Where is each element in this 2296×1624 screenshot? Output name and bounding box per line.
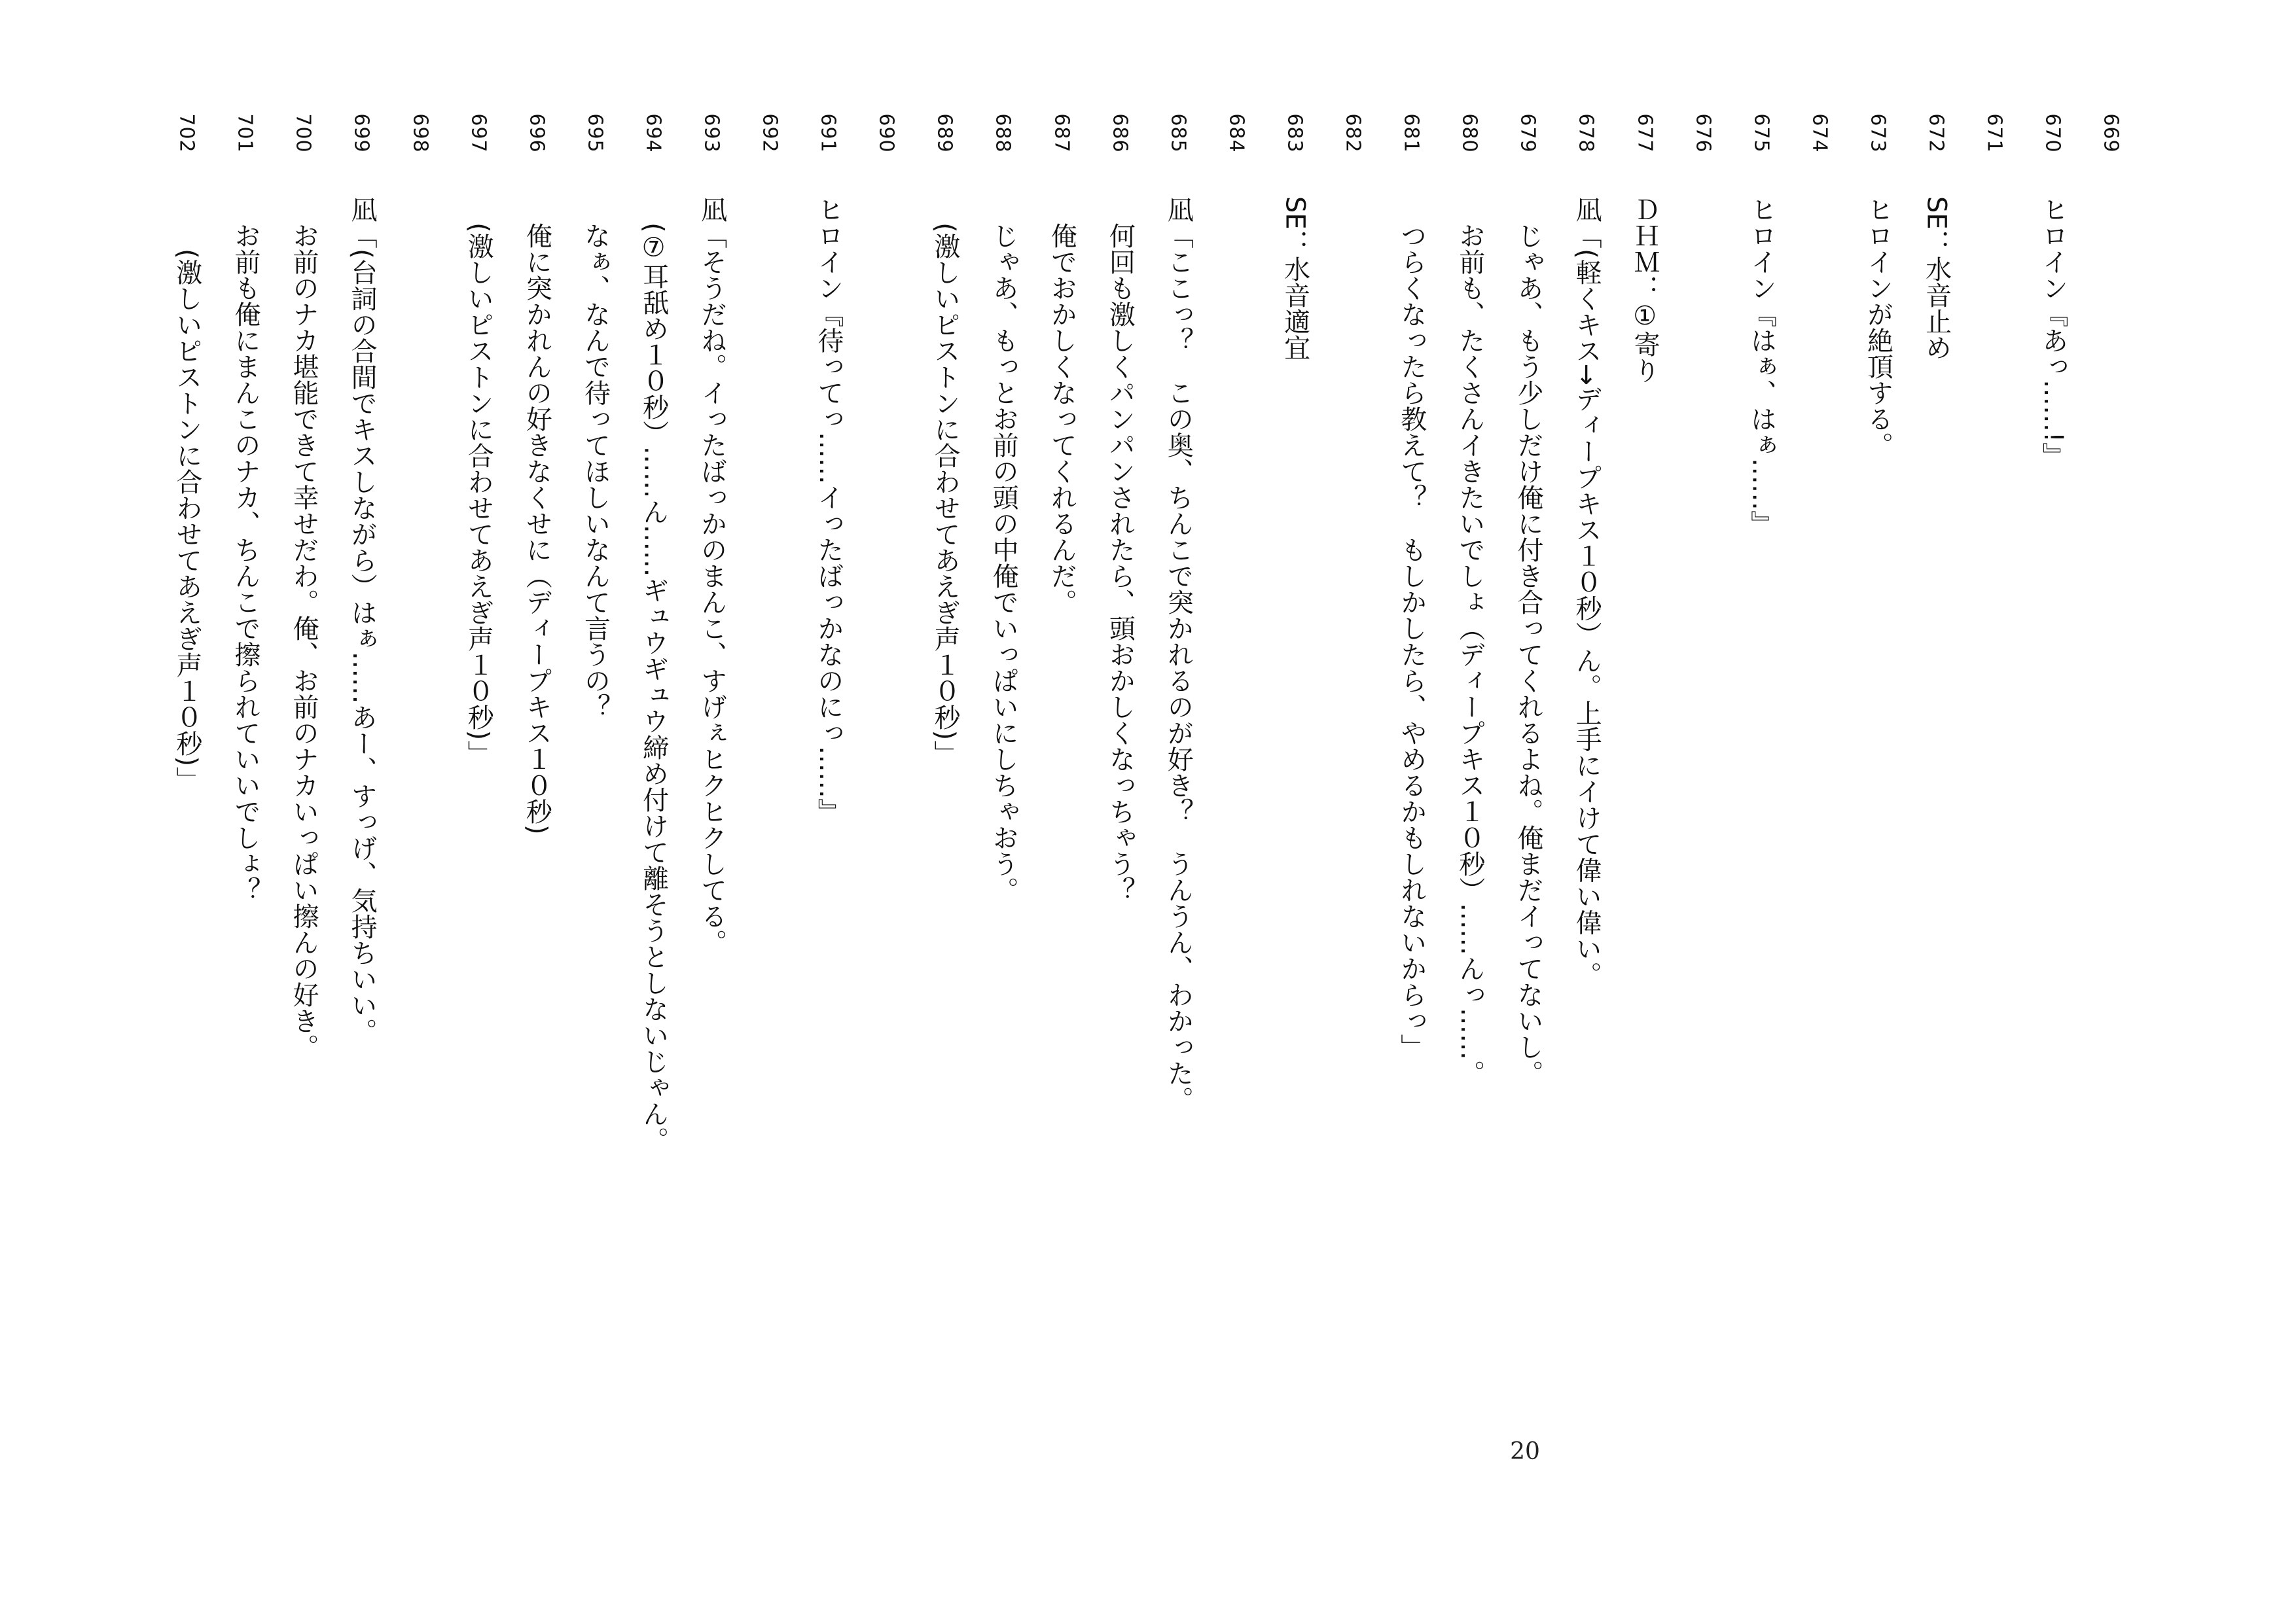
line-number-box [2082,98,2140,170]
line-text: (激しいピストンに合わせてあえぎ声１０秒)」 [463,196,494,767]
line-number: 693 [700,113,723,153]
line-number: 670 [2041,113,2064,153]
line-text: お前も、たくさんイきたいでしょ（ディープキス１０秒）……んっ……。 [1454,196,1485,1086]
script-line [1324,98,1382,1485]
line-text: ヒロイン『はぁ、はぁ……』 [1746,196,1777,537]
line-number: 681 [1399,113,1423,153]
script-line [1732,98,1790,1485]
line-number-box [1790,98,1848,170]
line-text: ＤＨＭ：①寄り [1630,196,1660,383]
line-text: お前のナカ堪能できて幸せだわ。俺、お前のナカいっぱい擦んの好き。 [289,196,319,1060]
script-line [1441,98,1499,1485]
line-text [741,196,799,1472]
line-number: 672 [1924,113,1948,153]
line-text [857,196,916,1472]
line-number: 696 [525,113,548,153]
line-number-box [741,98,799,170]
line-number: 687 [1050,113,1073,153]
line-text: (激しいピストンに合わせてあえぎ声１０秒)」 [930,196,961,767]
line-text: (激しいピストンに合わせてあえぎ声１０秒)」 [171,196,202,793]
line-number-box [507,98,565,170]
script-line [449,98,507,1485]
line-text [1324,196,1382,1472]
line-number: 699 [350,113,374,153]
line-number: 682 [1341,113,1365,153]
line-number: 669 [2099,113,2123,153]
line-text: つらくなったら教えて？ もしかしたら、やめるかもしれないからっ」 [1396,196,1427,1060]
line-number-box [565,98,624,170]
line-number-box [974,98,1032,170]
script-line [741,98,799,1485]
line-number: 684 [1225,113,1248,153]
script-line [916,98,974,1485]
line-number: 694 [641,113,665,153]
script-line [1149,98,1207,1485]
line-number: 691 [816,113,840,153]
line-number-box [1849,98,1907,170]
line-text: 俺に突かれんの好きなくせに（ディープキス１０秒) [522,196,552,835]
line-number-box [683,98,741,170]
script-line [1790,98,1848,1485]
line-number-box [1965,98,2024,170]
line-text [2082,196,2140,1472]
line-number-box [1382,98,1441,170]
line-number-box [1615,98,1674,170]
line-text: 凪「そうだね。イったばっかのまんこ、すげぇヒクヒクしてる。 [696,196,727,955]
script-line [1090,98,1149,1485]
line-text [391,196,449,1472]
script-line [1674,98,1732,1485]
line-number-box [1674,98,1732,170]
script-line [274,98,332,1485]
line-number: 678 [1575,113,1598,153]
line-number-box [1324,98,1382,170]
line-text: なぁ、なんで待ってほしいなんて言うの？ [580,196,611,720]
script-line [2024,98,2082,1485]
script-line [332,98,391,1485]
script-line [1965,98,2024,1485]
script-line [857,98,916,1485]
script-line [1208,98,1266,1485]
line-text [1965,196,2024,1472]
script-line [1499,98,1557,1485]
line-number-box [1149,98,1207,170]
script-line [507,98,565,1485]
line-text: SE：水音適宜 [1280,196,1310,361]
line-text: 俺でおかしくなってくれるんだ。 [1047,196,1077,615]
script-line [1032,98,1090,1485]
script-line [1849,98,1907,1485]
script-line [1615,98,1674,1485]
line-text: ヒロイン『あっ……!』 [2037,196,2068,469]
line-text: 凪「ここっ？ この奥、ちんこで突かれるのが好き？ うんうん、わかった。 [1163,196,1194,1112]
line-number: 689 [933,113,957,153]
line-number: 677 [1633,113,1657,153]
script-line [1557,98,1615,1485]
line-number-box [1557,98,1615,170]
line-number: 688 [992,113,1015,153]
script-line [391,98,449,1485]
line-text: (⑦耳舐め１０秒）……ん……ギュウギュウ締め付けて離そうとしないじゃん。 [638,196,669,1153]
line-number: 685 [1166,113,1190,153]
line-text: ヒロイン『待ってっ……イったばっかなのにっ……』 [813,196,844,824]
line-number-box [274,98,332,170]
line-number-box [1208,98,1266,170]
line-number: 680 [1458,113,1481,153]
line-number: 673 [1866,113,1890,153]
line-number: 701 [233,113,257,153]
script-body [171,98,2140,1485]
script-line [1907,98,1965,1485]
line-number: 675 [1749,113,1773,153]
line-number-box [1499,98,1557,170]
line-text [1674,196,1732,1472]
script-line [1266,98,1324,1485]
line-number: 690 [874,113,898,153]
script-line [565,98,624,1485]
line-text: 何回も激しくパンパンされたら、頭おかしくなっちゃう？ [1105,196,1136,903]
line-text [1790,196,1848,1472]
line-number-box [158,98,216,170]
line-text: じゃあ、もっとお前の頭の中俺でいっぱいにしちゃおう。 [988,196,1019,903]
line-number: 695 [583,113,607,153]
line-number-box [624,98,683,170]
line-number: 671 [1982,113,2006,153]
line-number-box [857,98,916,170]
line-number-box [2024,98,2082,170]
line-number-box [216,98,274,170]
line-number: 683 [1283,113,1306,153]
script-line [1382,98,1441,1485]
line-number: 698 [408,113,432,153]
line-number: 702 [175,113,198,153]
line-number-box [449,98,507,170]
script-line [216,98,274,1485]
line-text: 凪「(台詞の合間でキスしながら）はぁ……あー、すっげ、気持ちいい。 [347,196,378,1044]
line-number-box [916,98,974,170]
line-text [1208,196,1266,1472]
line-number: 692 [758,113,781,153]
line-number-box [1032,98,1090,170]
page-number: 20 [1510,1438,1540,1465]
script-line [974,98,1032,1485]
script-line [624,98,683,1485]
line-text: お前も俺にまんこのナカ、ちんこで擦られていいでしょ？ [230,196,260,903]
line-number: 686 [1108,113,1132,153]
line-number: 697 [467,113,490,153]
line-number-box [332,98,391,170]
line-number-box [391,98,449,170]
script-line [2082,98,2140,1485]
line-number-box [1266,98,1324,170]
line-text: SE：水音止め [1921,196,1952,361]
line-text: じゃあ、もう少しだけ俺に付き合ってくれるよね。俺まだイってないし。 [1513,196,1543,1086]
line-number: 679 [1516,113,1539,153]
script-line [158,98,216,1485]
line-number: 676 [1691,113,1715,153]
line-number-box [1732,98,1790,170]
line-text: 凪「(軽くキス→ディープキス１０秒）ん。上手にイけて偉い偉い。 [1571,196,1602,988]
line-text: ヒロインが絶頂する。 [1863,196,1893,458]
line-number: 674 [1808,113,1831,153]
line-number: 700 [291,113,315,153]
line-number-box [799,98,857,170]
line-number-box [1441,98,1499,170]
script-line [683,98,741,1485]
line-number-box [1090,98,1149,170]
line-number-box [1907,98,1965,170]
script-line [799,98,857,1485]
